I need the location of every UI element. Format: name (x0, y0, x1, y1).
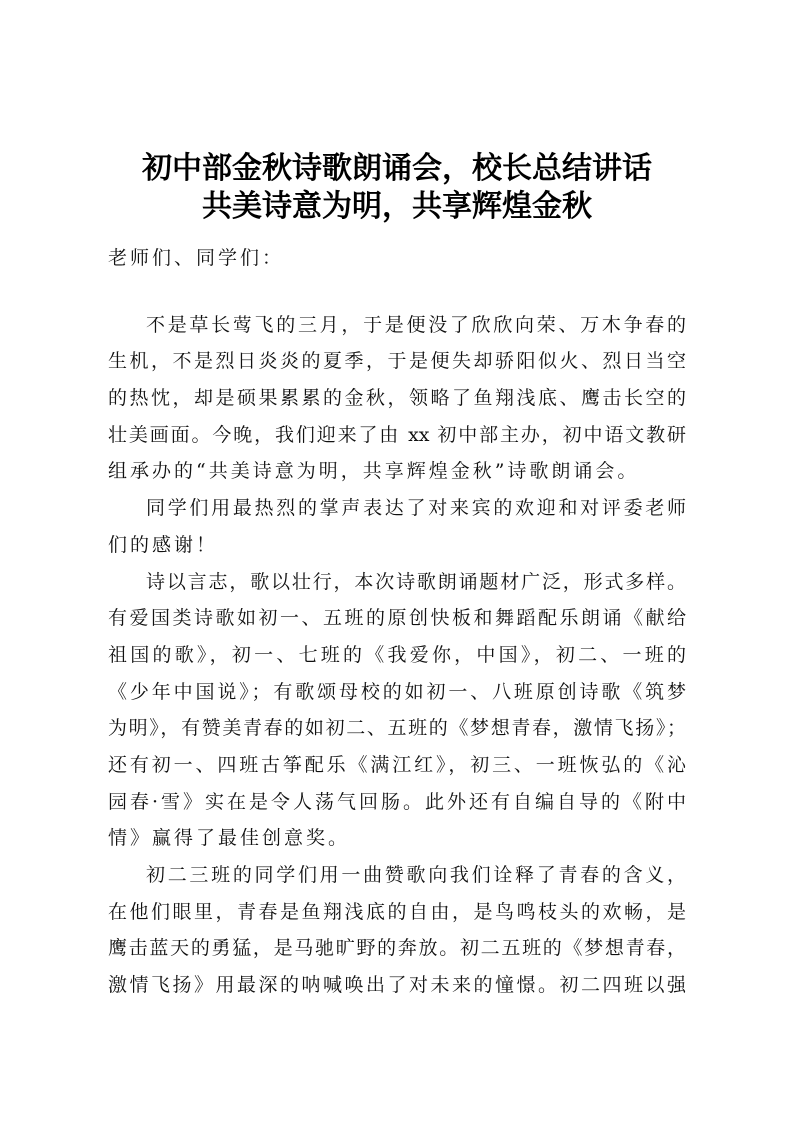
greeting: 老师们、同学们： (108, 247, 285, 269)
document-title: 初中部金秋诗歌朗诵会，校长总结讲话 (142, 151, 652, 186)
paragraph-line: 的热忱，却是硕果累累的金秋，领略了鱼翔浅底、鹰击长空的 (108, 387, 686, 410)
paragraph-line: 不是草长莺飞的三月，于是便没了欣欣向荣、万木争春的 (146, 313, 686, 336)
paragraph-line: 园春·雪》实在是令人荡气回肠。此外还有自编自导的《附中 (108, 790, 686, 813)
paragraph-line: 组承办的“共美诗意为明，共享辉煌金秋”诗歌朗诵会。 (108, 460, 640, 483)
paragraph (108, 307, 686, 490)
paragraph-line: 《少年中国说》；有歌颂母校的如初一、八班原创诗歌《筑梦 (108, 680, 686, 703)
paragraph-line: 激情飞扬》用最深的呐喊唤出了对未来的憧憬。初二四班以强 (108, 974, 686, 997)
paragraph (108, 857, 686, 1004)
paragraph-line: 同学们用最热烈的掌声表达了对来宾的欢迎和对评委老师 (146, 497, 686, 520)
paragraph-line: 祖国的歌》，初一、七班的《我爱你，中国》，初二、一班的 (108, 643, 686, 666)
paragraph-line: 初二三班的同学们用一曲赞歌向我们诠释了青春的含义， (146, 864, 686, 886)
paragraph-line: 在他们眼里，青春是鱼翔浅底的自由，是鸟鸣枝头的欢畅，是 (108, 900, 686, 923)
document-body (108, 240, 686, 1004)
paragraph-line: 生机，不是烈日炎炎的夏季，于是便失却骄阳似火、烈日当空 (108, 350, 686, 373)
paragraph-line: 情》赢得了最佳创意奖。 (108, 827, 351, 850)
paragraph-line: 鹰击蓝天的勇猛，是马驰旷野的奔放。初二五班的《梦想青春， (108, 937, 686, 960)
paragraphs (108, 307, 686, 1004)
document-subtitle: 共美诗意为明，共享辉煌金秋 (202, 189, 592, 224)
paragraph-line: 有爱国类诗歌如初一、五班的原创快板和舞蹈配乐朗诵《献给 (108, 607, 686, 630)
paragraph (108, 490, 686, 563)
paragraph-line: 们的感谢！ (108, 533, 219, 556)
paragraph-line: 壮美画面。今晚，我们迎来了由 xx 初中部主办，初中语文教研 (108, 423, 686, 446)
paragraph-line: 为明》，有赞美青春的如初二、五班的《梦想青春，激情飞扬》； (108, 717, 686, 740)
paragraph (108, 564, 686, 858)
paragraph-line: 诗以言志，歌以壮行，本次诗歌朗诵题材广泛，形式多样。 (146, 570, 686, 593)
paragraph-line: 还有初一、四班古筝配乐《满江红》，初三、一班恢弘的《沁 (108, 753, 686, 776)
